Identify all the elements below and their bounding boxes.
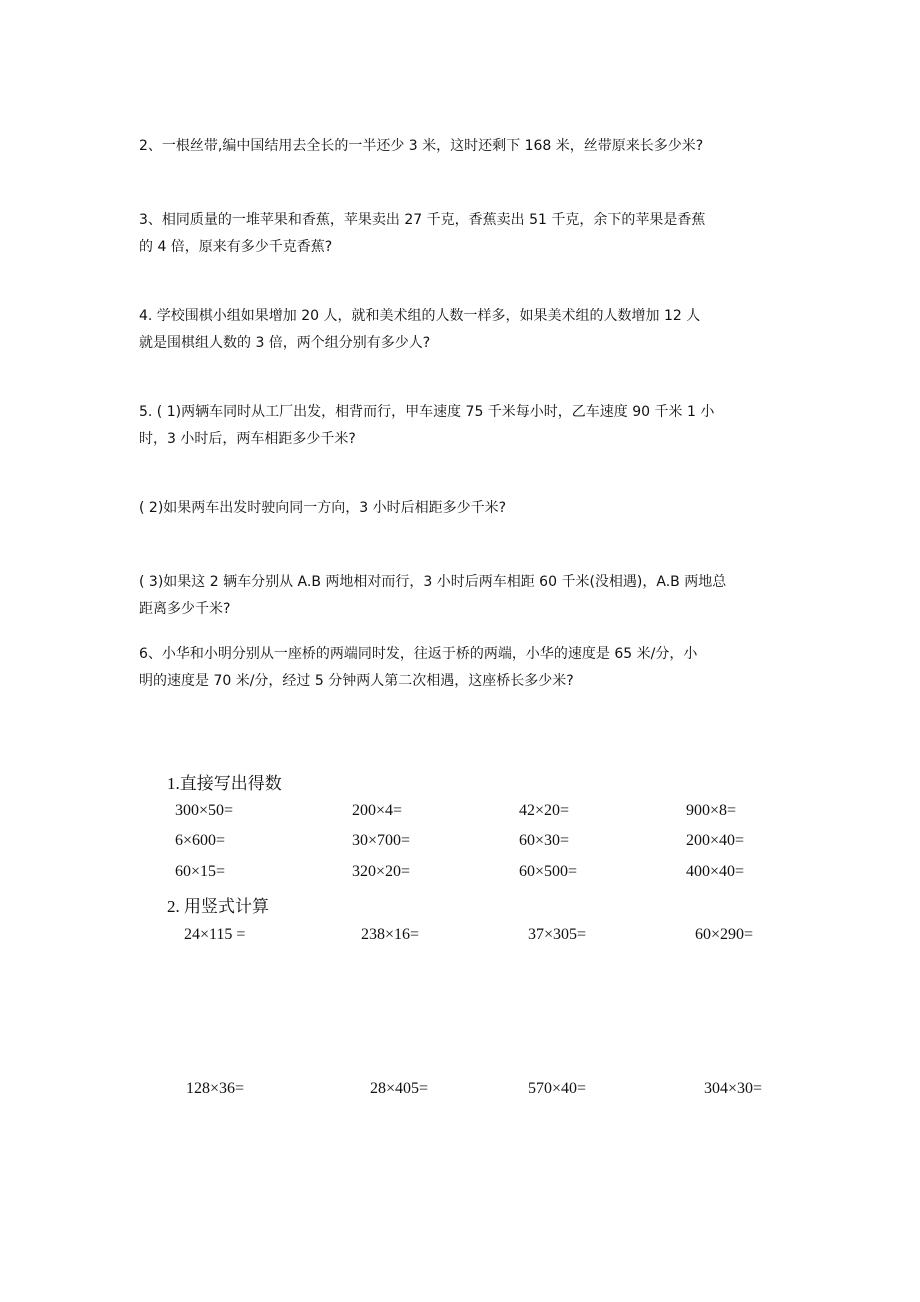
calc-item: 400×40= [686, 863, 745, 880]
calc-item: 300×50= [175, 802, 234, 819]
problem-line: 3、相同质量的一堆苹果和香蕉，苹果卖出 27 千克，香蕉卖出 51 千克，余下的苹果是香蕉 [139, 212, 706, 228]
vertical-calc-item: 60×290= [695, 926, 754, 943]
problem-line: 6、小华和小明分别从一座桥的两端同时发，往返于桥的两端，小华的速度是 65 米/分，小 [139, 646, 698, 662]
problem-4 [139, 303, 784, 357]
section-1-title: 1.直接写出得数 [167, 774, 282, 793]
vertical-calc-item: 238×16= [361, 926, 420, 943]
calc-item: 42×20= [519, 802, 570, 819]
vertical-calc-item: 24×115 = [184, 926, 246, 943]
calc-item: 6×600= [175, 832, 226, 849]
calc-item: 60×15= [175, 863, 226, 880]
calc-item: 200×4= [352, 802, 403, 819]
problem-2 [139, 133, 784, 160]
calc-item: 200×40= [686, 832, 745, 849]
problem-line: 4. 学校围棋小组如果增加 20 人，就和美术组的人数一样多，如果美术组的人数增加 12 人 [139, 308, 701, 324]
vertical-calc-item: 37×305= [528, 926, 587, 943]
calc-item: 900×8= [686, 802, 737, 819]
problem-line: 2、一根丝带,编中国结用去全长的一半还少 3 米，这时还剩下 168 米，丝带原来长多少米? [139, 138, 704, 154]
problem-line: ( 2)如果两车出发时驶向同一方向，3 小时后相距多少千米? [139, 500, 507, 516]
problem-5-2 [139, 495, 784, 522]
calc-item: 60×500= [519, 863, 578, 880]
problem-line: 就是围棋组人数的 3 倍，两个组分别有多少人? [139, 335, 431, 351]
section-2-title: 2. 用竖式计算 [167, 897, 269, 916]
vertical-calc-item: 128×36= [186, 1080, 245, 1097]
calc-item: 60×30= [519, 832, 570, 849]
problem-line: 距离多少千米? [139, 601, 231, 617]
problem-3 [139, 207, 784, 261]
problem-5-1 [139, 399, 784, 453]
problem-line: ( 3)如果这 2 辆车分别从 A.B 两地相对而行，3 小时后两车相距 60 千米(没相遇)，A.B 两地总 [139, 574, 727, 590]
vertical-calc-item: 304×30= [704, 1080, 763, 1097]
problem-line: 5. ( 1)两辆车同时从工厂出发，相背而行，甲车速度 75 千米每小时，乙车速度 90 千米 1 小 [139, 404, 715, 420]
problem-line: 时，3 小时后，两车相距多少千米? [139, 431, 356, 447]
vertical-calc-item: 28×405= [370, 1080, 429, 1097]
calc-item: 320×20= [352, 863, 411, 880]
problem-5-3 [139, 569, 784, 623]
calc-item: 30×700= [352, 832, 411, 849]
problem-6 [139, 641, 784, 695]
problem-line: 的 4 倍，原来有多少千克香蕉? [139, 239, 333, 255]
vertical-calc-item: 570×40= [528, 1080, 587, 1097]
problem-line: 明的速度是 70 米/分，经过 5 分钟两人第二次相遇，这座桥长多少米? [139, 673, 574, 689]
